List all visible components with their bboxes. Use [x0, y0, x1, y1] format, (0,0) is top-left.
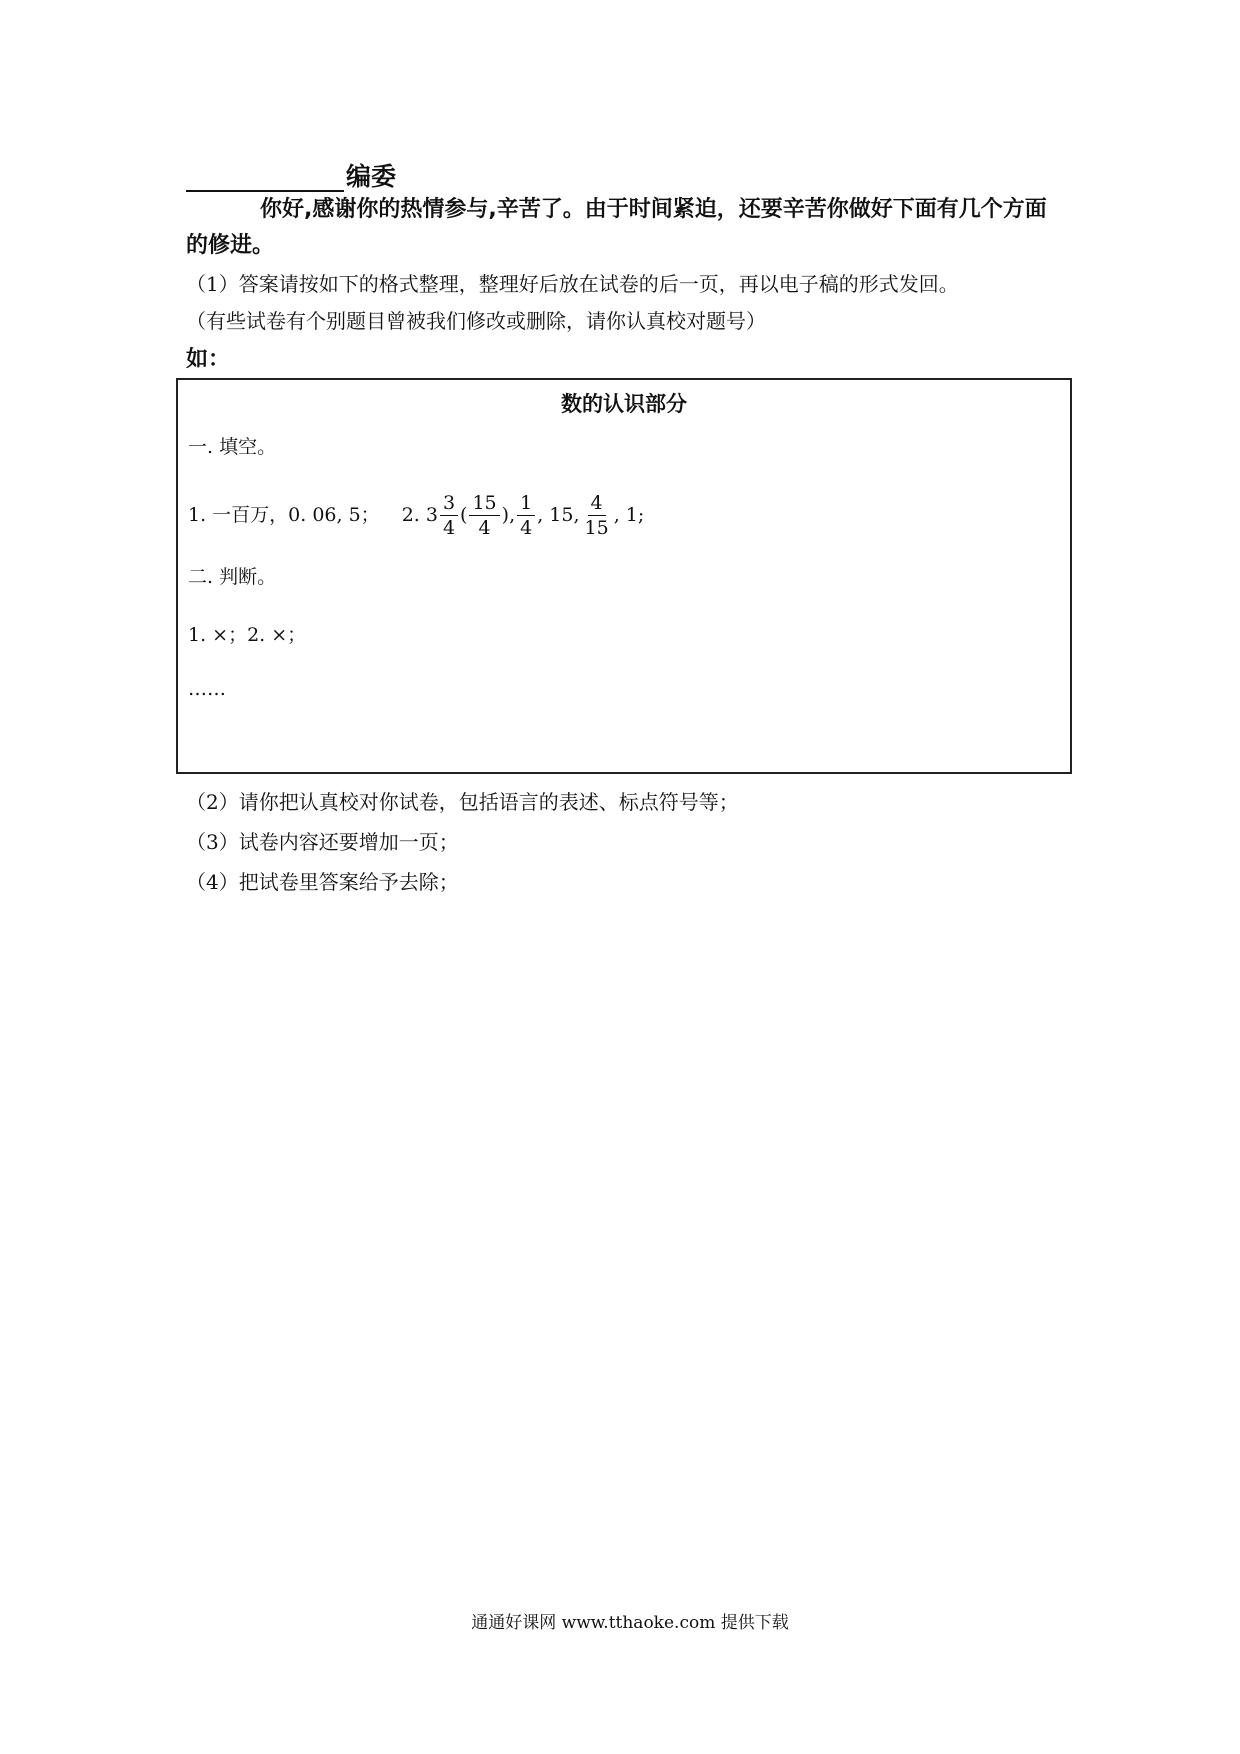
blank-underline	[186, 160, 344, 192]
answer-mid: , 15,	[537, 504, 580, 526]
answer-line-fill-in	[188, 485, 644, 545]
page-footer: 通通好课网 www.tthaoke.com 提供下载	[471, 1613, 789, 1633]
answer-line-judgement: 1. ×；2. ×；	[188, 624, 307, 646]
fraction-one-quarter: $\frac{1}{4}$	[517, 491, 535, 540]
close-paren: ),	[501, 504, 516, 526]
page-title: 编委	[346, 162, 397, 191]
requirement-2: （2）请你把认真校对你试卷，包括语言的表述、标点符号等；	[186, 790, 739, 814]
ellipsis: ……	[188, 678, 226, 700]
fraction-fifteen-quarters: $\frac{15}{4}$	[469, 491, 499, 540]
requirement-4: （4）把试卷里答案给予去除；	[186, 870, 459, 894]
open-paren: (	[460, 504, 468, 526]
fraction-four-fifteenths: $\frac{4}{15}$	[584, 491, 609, 539]
answer-suffix: , 1;	[613, 504, 645, 526]
example-title: 数的认识部分	[561, 392, 687, 416]
requirement-3: （3）试卷内容还要增加一页；	[186, 830, 459, 854]
requirement-1: （1）答案请按如下的格式整理，整理好后放在试卷的后一页，再以电子稿的形式发回。	[186, 272, 959, 296]
heading-line	[186, 152, 396, 192]
answer-1-prefix: 1. 一百万，0. 06, 5；	[188, 504, 380, 526]
section-fill-in: 一. 填空。	[188, 436, 277, 458]
example-label: 如：	[186, 347, 231, 372]
answer-2-prefix: 2. 3	[401, 504, 438, 526]
section-judgement: 二. 判断。	[188, 566, 277, 588]
requirement-1-note: （有些试卷有个别题目曾被我们修改或删除，请你认真校对题号）	[186, 309, 766, 333]
example-box	[176, 378, 1072, 774]
intro-paragraph: 你好,感谢你的热情参与,辛苦了。由于时间紧迫，还要辛苦你做好下面有几个方面的修进。	[186, 197, 1047, 258]
fraction-three-quarters: $\frac{3}{4}$	[440, 491, 458, 540]
